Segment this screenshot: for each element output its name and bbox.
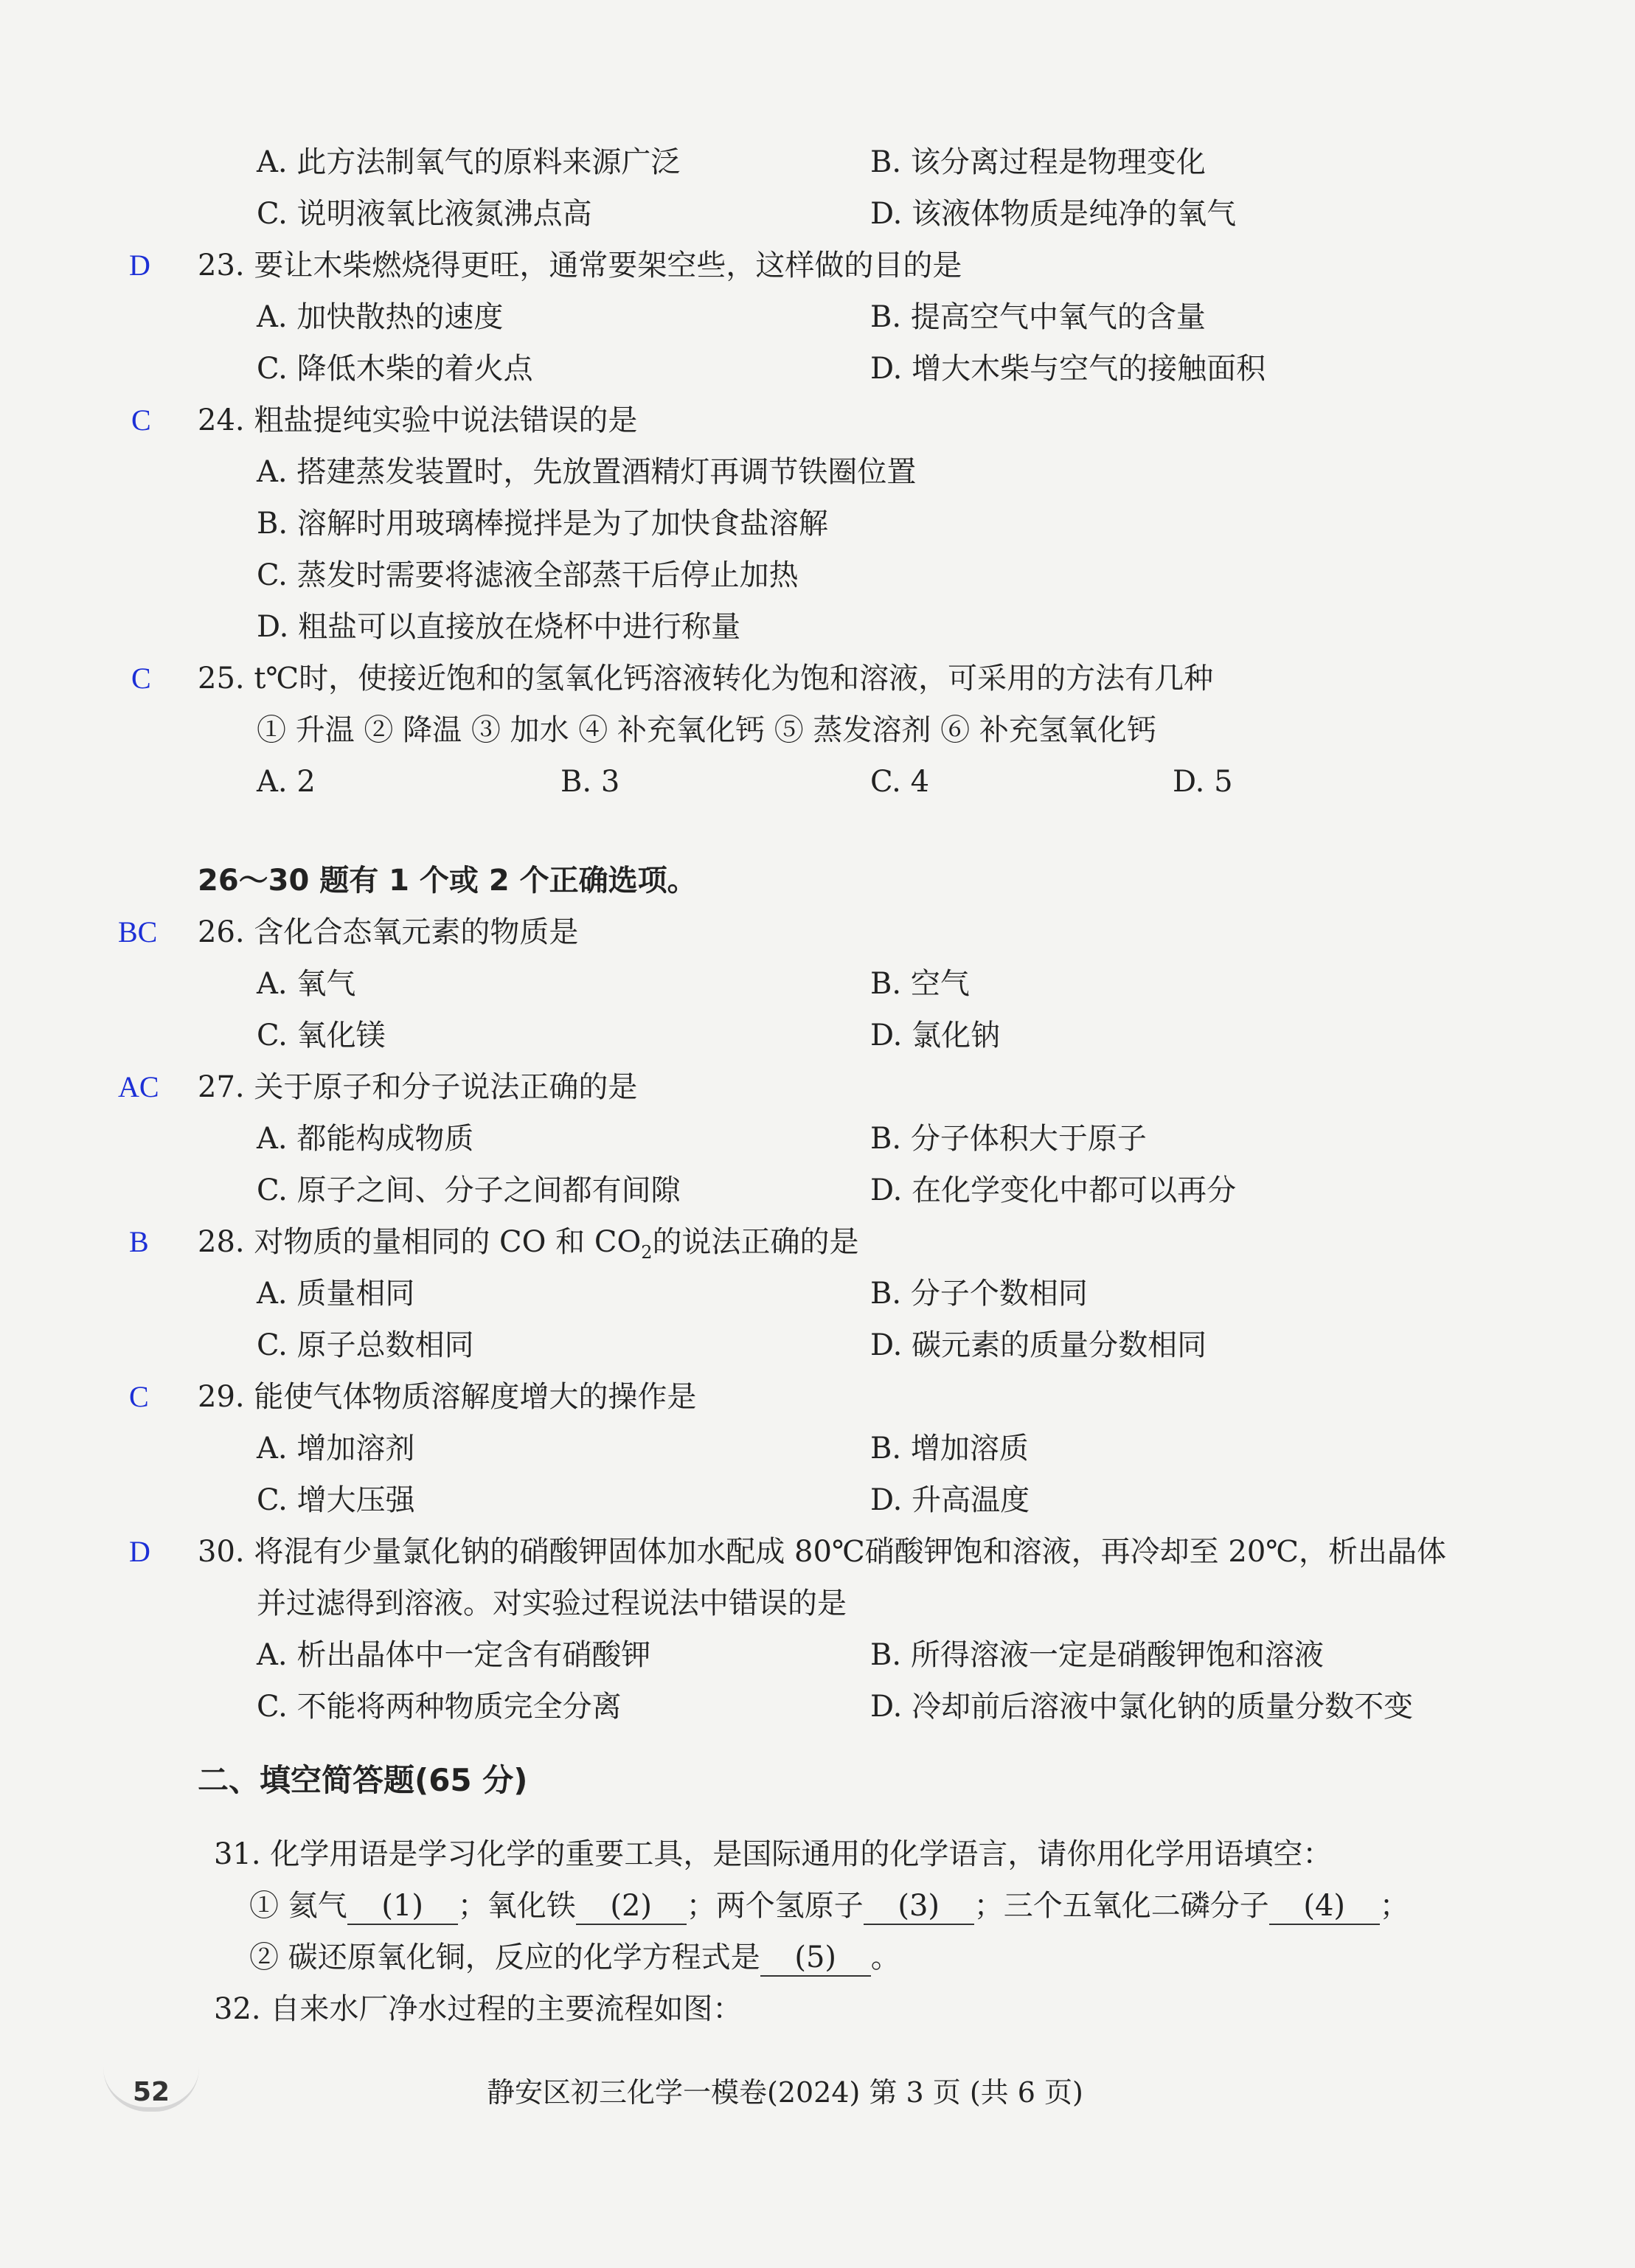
q28-stem: [198, 1221, 859, 1273]
q31-line1-text-4: ；三个五氧化二磷分子: [973, 1889, 1269, 1923]
q24-stem: 24. 粗盐提纯实验中说法错误的是: [198, 403, 638, 437]
q30-stem-line2: 并过滤得到溶液。对实验过程说法中错误的是: [257, 1586, 847, 1620]
q31-line2-text-1: ② 碳还原氧化铜，反应的化学方程式是: [249, 1941, 760, 1974]
q23-option-b: B. 提高空气中氧气的含量: [870, 300, 1206, 334]
q26-option-a: A. 氧气: [257, 967, 356, 1001]
q23-answer: D: [129, 249, 150, 282]
q25-stem: 25. t℃时，使接近饱和的氢氧化钙溶液转化为饱和溶液，可采用的方法有几种: [198, 662, 1214, 696]
q26-option-d: D. 氯化钠: [870, 1019, 1001, 1052]
q27-option-b: B. 分子体积大于原子: [870, 1122, 1147, 1156]
q26-option-b: B. 空气: [870, 967, 970, 1001]
q30-option-a: A. 析出晶体中一定含有硝酸钾: [257, 1638, 651, 1672]
q32-stem: 32. 自来水厂净水过程的主要流程如图：: [214, 1992, 743, 2026]
q28-option-a: A. 质量相同: [257, 1277, 415, 1311]
q31-line1-text-3: ；两个氢原子: [686, 1889, 864, 1923]
q28-option-d: D. 碳元素的质量分数相同: [870, 1328, 1207, 1362]
q24-option-a: A. 搭建蒸发装置时，先放置酒精灯再调节铁圈位置: [257, 455, 917, 489]
q23-stem: 23. 要让木柴燃烧得更旺，通常要架空些，这样做的目的是: [198, 249, 962, 282]
page-number: 52: [103, 2061, 199, 2112]
q31-line2: [249, 1937, 900, 1978]
q28-answer: B: [129, 1225, 149, 1258]
q27-option-c: C. 原子之间、分子之间都有间隙: [257, 1173, 681, 1207]
q23-option-c: C. 降低木柴的着火点: [257, 352, 533, 386]
section-note: 26～30 题有 1 个或 2 个正确选项。: [198, 864, 697, 898]
q31-line1-text-2: ；氧化铁: [457, 1889, 576, 1923]
q23-option-d: D. 增大木柴与空气的接触面积: [870, 352, 1266, 386]
q23-option-a: A. 加快散热的速度: [257, 300, 504, 334]
q27-answer: AC: [118, 1070, 159, 1103]
q29-option-a: A. 增加溶剂: [257, 1432, 415, 1466]
q24-option-b: B. 溶解时用玻璃棒搅拌是为了加快食盐溶解: [257, 507, 828, 541]
q30-stem-line1: 30. 将混有少量氯化钠的硝酸钾固体加水配成 80℃硝酸钾饱和溶液，再冷却至 20℃，析出晶体: [198, 1535, 1447, 1569]
q29-stem: 29. 能使气体物质溶解度增大的操作是: [198, 1380, 697, 1414]
q28-stem-pre: 28. 对物质的量相同的 CO 和 CO: [198, 1225, 642, 1259]
q31-line1-text-5: ；: [1379, 1889, 1409, 1923]
q26-stem: 26. 含化合态氧元素的物质是: [198, 915, 579, 949]
q31-blank-2[interactable]: (2): [576, 1888, 687, 1925]
q30-option-c: C. 不能将两种物质完全分离: [257, 1690, 622, 1724]
q24-option-d: D. 粗盐可以直接放在烧杯中进行称量: [257, 610, 741, 644]
q31-blank-3[interactable]: (3): [864, 1888, 974, 1925]
q30-option-d: D. 冷却前后溶液中氯化钠的质量分数不变: [870, 1690, 1414, 1724]
q31-stem: 31. 化学用语是学习化学的重要工具，是国际通用的化学语言，请你用化学用语填空：: [214, 1837, 1333, 1871]
q30-answer: D: [129, 1535, 150, 1568]
q31-blank-1[interactable]: (1): [347, 1888, 458, 1925]
q24-option-c: C. 蒸发时需要将滤液全部蒸干后停止加热: [257, 558, 799, 592]
q31-line1-text-1: ① 氦气: [249, 1889, 347, 1923]
q25-option-b: B. 3: [560, 765, 620, 799]
q30-option-b: B. 所得溶液一定是硝酸钾饱和溶液: [870, 1638, 1324, 1672]
q31-blank-4[interactable]: (4): [1269, 1888, 1380, 1925]
q25-option-d: D. 5: [1173, 765, 1233, 799]
q29-option-c: C. 增大压强: [257, 1483, 415, 1517]
q26-option-c: C. 氧化镁: [257, 1019, 386, 1052]
q22-option-b: B. 该分离过程是物理变化: [870, 145, 1206, 179]
q31-line2-text-2: 。: [870, 1941, 900, 1974]
q29-option-b: B. 增加溶质: [870, 1432, 1029, 1466]
q29-answer: C: [129, 1380, 149, 1413]
page-footer: 静安区初三化学一模卷(2024) 第 3 页 (共 6 页): [487, 2076, 1083, 2109]
q31-line1: [249, 1885, 1409, 1927]
q25-option-c: C. 4: [870, 765, 930, 799]
q28-stem-post: 的说法正确的是: [652, 1225, 859, 1259]
section2-title: 二、填空简答题(65 分): [198, 1762, 528, 1798]
q28-option-c: C. 原子总数相同: [257, 1328, 474, 1362]
q22-option-a: A. 此方法制氧气的原料来源广泛: [257, 145, 681, 179]
q22-option-c: C. 说明液氧比液氮沸点高: [257, 197, 592, 231]
q27-option-d: D. 在化学变化中都可以再分: [870, 1173, 1237, 1207]
q31-blank-5[interactable]: (5): [760, 1940, 871, 1977]
q25-option-a: A. 2: [257, 765, 316, 799]
q27-option-a: A. 都能构成物质: [257, 1122, 474, 1156]
q22-option-d: D. 该液体物质是纯净的氧气: [870, 197, 1237, 231]
q26-answer: BC: [118, 915, 158, 949]
q29-option-d: D. 升高温度: [870, 1483, 1030, 1517]
q28-stem-subscript: 2: [641, 1242, 653, 1263]
q27-stem: 27. 关于原子和分子说法正确的是: [198, 1070, 638, 1104]
q25-methods: ① 升温 ② 降温 ③ 加水 ④ 补充氧化钙 ⑤ 蒸发溶剂 ⑥ 补充氢氧化钙: [257, 713, 1156, 747]
q24-answer: C: [131, 403, 151, 437]
q25-answer: C: [131, 662, 151, 695]
q28-option-b: B. 分子个数相同: [870, 1277, 1088, 1311]
